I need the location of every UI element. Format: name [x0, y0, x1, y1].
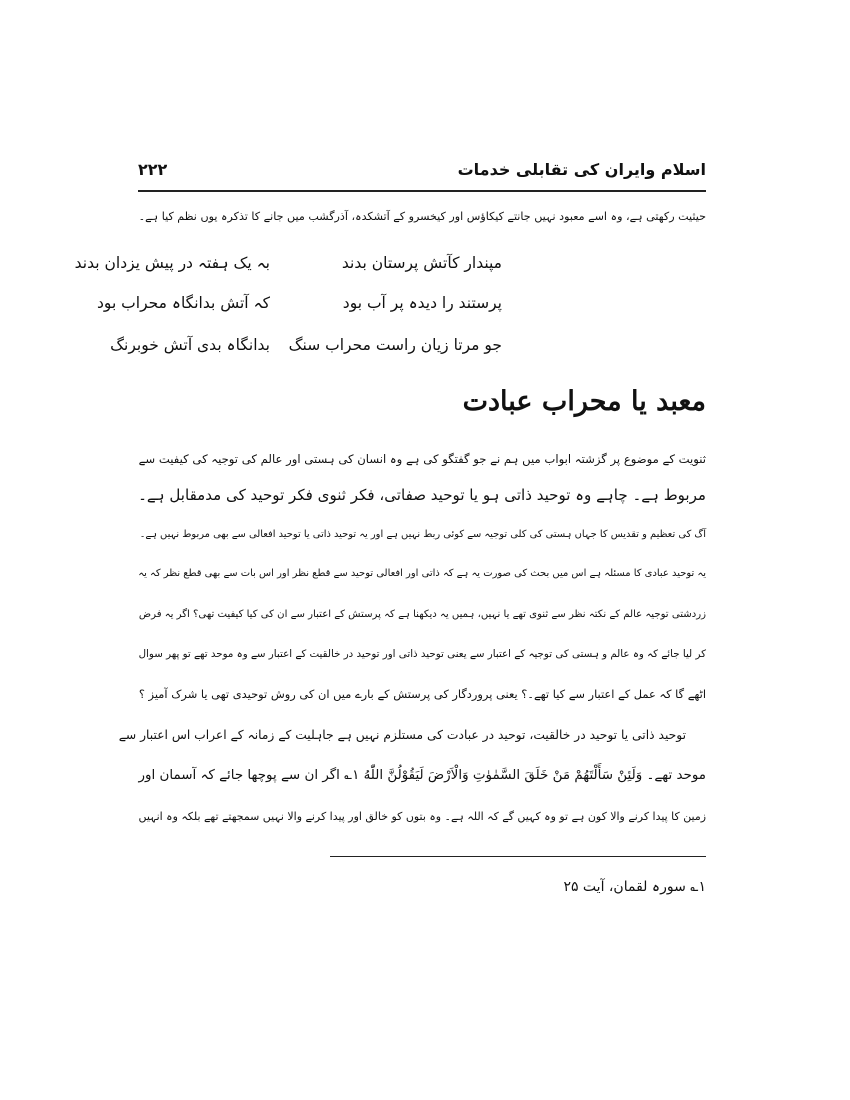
paragraph-line: ثنویت کے موضوع پر گزشتہ ابواب میں ہم نے جو گفتگو کی ہے وہ انسان کی ہستی اور عالم کی توجیہ کی کیفیت سے	[138, 452, 706, 466]
footnote-rule	[330, 856, 706, 857]
paragraph-line: آگ کی تعظیم و تقدیس کا جہاں ہستی کی کلی توجیہ سے کوئی ربط نہیں ہے اور یہ توحید ذاتی یا توحید افعالی سے بھی مربوط نہیں ہے۔	[139, 529, 706, 540]
header-rule	[138, 190, 706, 192]
section-heading: معبد یا محراب عبادت	[462, 386, 706, 417]
paragraph-line: توحید ذاتی یا توحید در خالقیت، توحید در عبادت کی مستلزم نہیں ہے جاہلیت کے زمانہ کے اعراب اس اعتبار سے	[118, 728, 686, 742]
paragraph-line: کر لیا جائے کہ وہ عالم و ہستی کی توجیہ کے اعتبار سے یعنی توحید ذاتی اور توحید در خالقیت کے اعتبار سے وہ موحد تھے تو پھر سوال	[138, 648, 706, 660]
verse-hemistich: کہ آتش بدانگاہ محراب بود	[97, 294, 270, 312]
paragraph-line: موحد تھے۔ وَلَئِنْ سَأَلْتَهُمْ مَنْ خَلَقَ السَّمٰوٰتِ وَالْاَرْضَ لَيَقُوْلُنَّ اللّٰهُ ۱؎ اگر ان سے پوچھا جائے کہ آسمان اور	[138, 768, 706, 783]
paragraph-line: زمین کا پیدا کرنے والا کون ہے تو وہ کہیں گے کہ اللہ ہے۔ وہ بتوں کو خالق اور پیدا کرنے والا نہیں سمجھتے تھے بلکہ وہ انہیں	[138, 810, 706, 823]
verse-hemistich: بہ یک ہفتہ در پیش یزدان بدند	[74, 254, 270, 272]
paragraph-line: مربوط ہے۔ چاہے وہ توحید ذاتی ہو یا توحید صفاتی، فکر ثنوی فکر توحید کی مدمقابل ہے۔	[138, 486, 706, 504]
paragraph-line: یہ توحید عبادی کا مسئلہ ہے اس میں بحث کی صورت یہ ہے کہ ذاتی اور افعالی توحید سے قطع نظر اور اس بات سے بھی قطع نظر کہ یہ	[138, 568, 706, 579]
running-header-title: اسلام وایران کی تقابلی خدمات	[457, 160, 706, 179]
verse-hemistich: پرستند را دیدہ پر آب بود	[342, 294, 502, 312]
paragraph-line: زردشتی توجیہ عالم کے نکتہ نظر سے ثنوی تھے یا نہیں، ہمیں یہ دیکھنا ہے کہ پرستش کے اعتبار سے ان کی کیا کیفیت تھی؟ اگر یہ فرض	[138, 609, 706, 620]
paragraph-line: اٹھے گا کہ عمل کے اعتبار سے کیا تھے۔؟ یعنی پروردگار کی پرستش کے بارے میں ان کی روش توحیدی تھی یا شرک آمیز ؟	[138, 687, 706, 701]
footnote: ۱؎ سورہ لقمان، آیت ۲۵	[563, 879, 706, 895]
running-header	[138, 160, 706, 188]
verse-hemistich: جو مرتا زیان راست محراب سنگ	[288, 336, 502, 354]
verse-hemistich: بدانگاہ بدی آتش خوبرنگ	[110, 336, 270, 354]
verse-hemistich: مپندار کآتش پرستان بدند	[341, 254, 502, 272]
page-number: ۲۲۲	[138, 160, 168, 179]
intro-line: حیثیت رکھتی ہے، وہ اسے معبود نہیں جانتے کیکاؤس اور کیخسرو کے آتشکدہ، آذرگشب میں جانے کا تذکرہ یوں نظم کیا ہے۔	[138, 210, 706, 223]
